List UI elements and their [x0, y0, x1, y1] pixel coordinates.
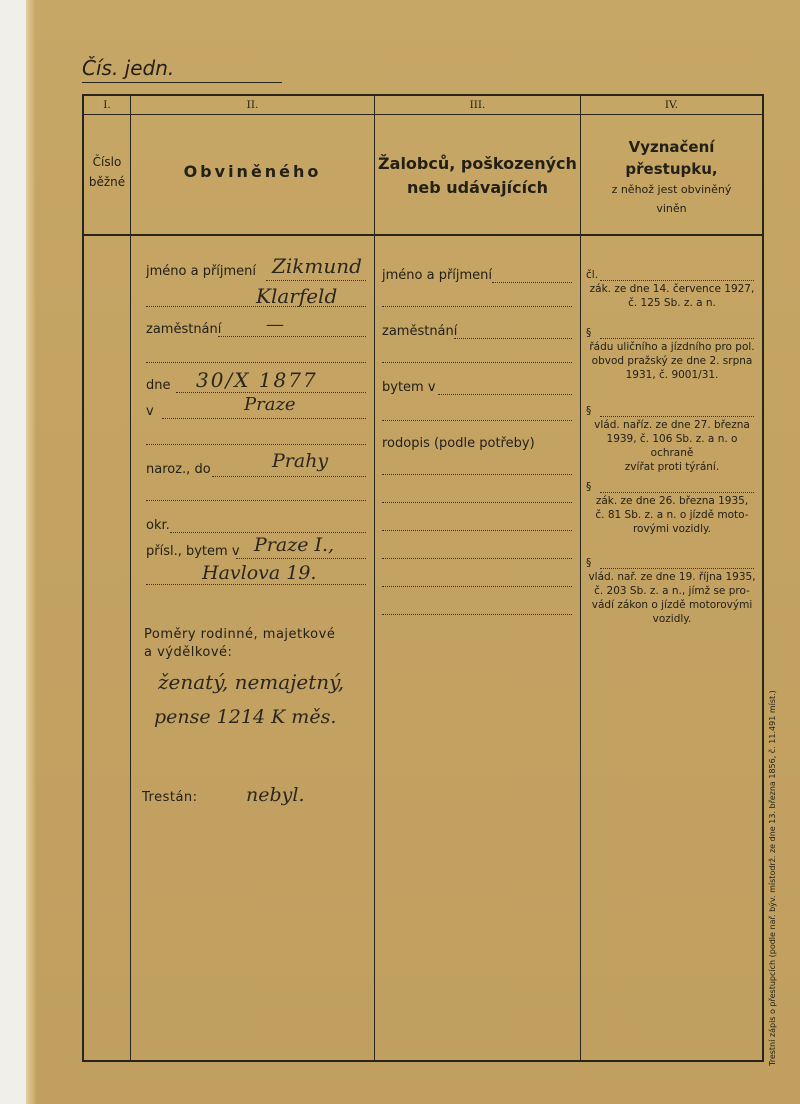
plaintiff-name-dots2 [382, 306, 572, 307]
plaintiff-residence-dots [438, 394, 572, 395]
accused-born-label: naroz., do [146, 462, 211, 477]
offence-e-text1: vlád. nař. ze dne 19. října 1935, [588, 571, 756, 583]
plaintiff-residence-label: bytem v [382, 380, 436, 395]
offence-b-text3: 1931, č. 9001/31. [625, 369, 719, 381]
offence-a-text2: č. 125 Sb. z. a n. [628, 297, 716, 309]
frame-top [82, 94, 764, 96]
offence-c-dots [600, 416, 754, 417]
accused-district-dots [170, 532, 366, 533]
accused-name-label: jméno a příjmení [146, 264, 257, 279]
offence-b-text2: obvod pražský ze dne 2. srpna [591, 355, 753, 367]
accused-residence-dots [236, 558, 366, 559]
offence-a [586, 268, 758, 310]
offence-e-text4: vozidly. [652, 613, 692, 625]
accused-residence-label: přísl., bytem v [146, 544, 240, 559]
col3-title-line1: Žalobců, poškozených [378, 154, 577, 173]
plaintiff-occupation-dots [454, 338, 572, 339]
offence-c-text1: vlád. naříz. ze dne 27. března [594, 419, 750, 431]
plaintiff-dots-f [382, 614, 572, 615]
offence-e-text3: vádí zákon o jízdě motorovými [591, 599, 753, 611]
col1-title [84, 152, 130, 192]
plaintiff-residence-dots2 [382, 420, 572, 421]
col1-title-line2: běžné [88, 175, 126, 189]
offence-c-label: § [586, 405, 592, 417]
col2-number: II. [246, 99, 259, 111]
plaintiff-dots-a [382, 474, 572, 475]
offence-d-text3: rovými vozidly. [632, 523, 712, 535]
offence-a-text1: zák. ze dne 14. července 1927, [589, 283, 755, 295]
plaintiff-name-label: jméno a příjmení [382, 268, 493, 283]
accused-occupation-hw: — [266, 314, 284, 335]
frame-left [82, 94, 84, 1062]
accused-family-hw2: pense 1214 K měs. [154, 706, 337, 728]
col1-title-line1: Číslo [92, 155, 122, 169]
plaintiff-dots-e [382, 586, 572, 587]
offence-b-text1: řádu uličního a jízdního pro pol. [589, 341, 755, 353]
cis-jedn-label: Čís. jedn. [82, 56, 175, 80]
offence-b [586, 326, 758, 382]
number-row-line [82, 114, 764, 115]
offence-e-dots [600, 568, 754, 569]
col3-title-line2: neb udávajících [407, 178, 548, 197]
plaintiff-dots-c [382, 530, 572, 531]
title-row-line [82, 234, 764, 236]
col4-title-line2: přestupku, [625, 160, 718, 178]
accused-place-label: v [146, 404, 154, 419]
plaintiff-dots-b [382, 502, 572, 503]
accused-date-hw: 30/X 1877 [196, 368, 318, 392]
accused-born-dots2 [146, 500, 366, 501]
accused-punished-hw: nebyl. [246, 784, 305, 806]
accused-place-hw: Praze [244, 394, 296, 415]
col4-title-line4: viněn [656, 202, 687, 215]
col1-number: I. [103, 99, 111, 111]
offence-a-label: čl. [586, 269, 599, 281]
col-divider-3 [580, 94, 581, 1060]
col4-title-line3: z něhož jest obviněný [611, 183, 732, 196]
offence-c [586, 404, 758, 474]
accused-place-dots [162, 418, 366, 419]
col3-title [375, 152, 580, 200]
offence-d-text1: zák. ze dne 26. března 1935, [595, 495, 749, 507]
form-sheet [26, 0, 800, 1104]
plaintiff-name-dots [492, 282, 572, 283]
col4-title-line1: Vyznačení [628, 138, 715, 156]
accused-residence-hw1: Praze I., [254, 534, 335, 556]
col-divider-2 [374, 94, 375, 1060]
frame-bottom [82, 1060, 764, 1062]
accused-name-hw2: Klarfeld [256, 284, 338, 308]
offence-d-label: § [586, 481, 592, 493]
accused-name-hw1: Zikmund [272, 254, 362, 278]
frame-right [762, 94, 764, 1062]
offence-d [586, 480, 758, 536]
offence-b-label: § [586, 327, 592, 339]
col4-title [581, 136, 762, 218]
accused-name-dots [266, 280, 366, 281]
accused-family-label-line1: Poměry rodinné, majetkové [144, 627, 336, 642]
side-note: Trestní zápis o přestupcích (podle nař. býv. místodrž. ze dne 13. března 1856, č. 11.491 míst.) [768, 690, 777, 1066]
plaintiff-occupation-dots2 [382, 362, 572, 363]
accused-born-hw: Prahy [272, 450, 329, 472]
accused-born-dots [212, 476, 366, 477]
plaintiff-occupation-label: zaměstnání [382, 324, 458, 339]
accused-family-hw1: ženatý, nemajetný, [158, 670, 345, 694]
col-divider-1 [130, 94, 131, 1060]
accused-residence-dots2 [146, 584, 366, 585]
accused-punished-label: Trestán: [142, 790, 198, 805]
accused-occupation-dots [218, 336, 366, 337]
plaintiff-dots-d [382, 558, 572, 559]
accused-residence-hw2: Havlova 19. [202, 562, 317, 584]
plaintiff-rodopis-label: rodopis (podle potřeby) [382, 436, 535, 451]
offence-e [586, 556, 758, 626]
offence-c-text2: 1939, č. 106 Sb. z. a n. o ochraně [606, 433, 738, 459]
offence-d-dots [600, 492, 754, 493]
offence-b-dots [600, 338, 754, 339]
accused-date-label: dne [146, 378, 171, 393]
accused-date-dots [176, 392, 366, 393]
offence-c-text3: zvířat proti týrání. [624, 461, 720, 473]
col2-title: Obviněného [183, 162, 322, 181]
col4-number: IV. [664, 99, 679, 111]
accused-district-label: okr. [146, 518, 170, 533]
offence-e-text2: č. 203 Sb. z. a n., jímž se pro- [594, 585, 750, 597]
accused-occupation-dots2 [146, 362, 366, 363]
offence-d-text2: č. 81 Sb. z. a n. o jízdě moto- [595, 509, 749, 521]
accused-family-label-line2: a výdělkové: [144, 645, 233, 660]
offence-a-dots [600, 280, 754, 281]
accused-place-dots2 [146, 444, 366, 445]
accused-occupation-label: zaměstnání [146, 322, 222, 337]
cis-jedn-underline [82, 82, 282, 83]
accused-family-label [144, 626, 335, 662]
col3-number: III. [469, 99, 486, 111]
offence-e-label: § [586, 557, 592, 569]
